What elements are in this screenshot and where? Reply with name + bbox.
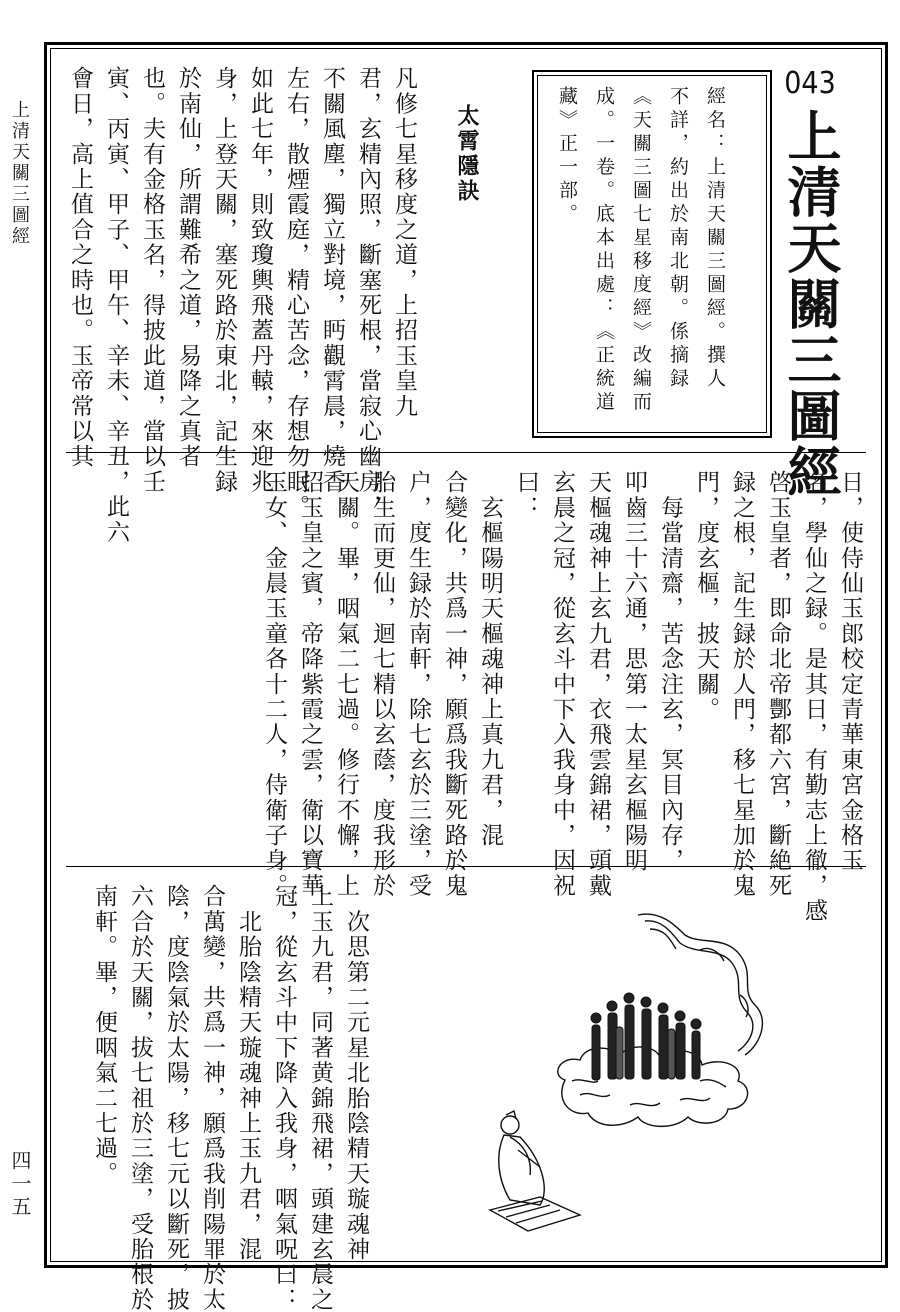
- text-column: 叩齒三十六通，思第一太星玄樞陽明: [621, 470, 647, 874]
- text-column: 每當清齋，苦念注玄，冥目內存，: [657, 470, 683, 874]
- info-box-text: [548, 86, 733, 426]
- text-column: 於南仙，所謂難希之道，易降之真者: [175, 66, 201, 470]
- text-column: 君，玄精內照，斷塞死根，當寂心幽房，: [355, 66, 381, 520]
- text-column: 陰，度陰氣於太陽，移七元以斷死，披: [163, 884, 189, 1312]
- text-column: 天關。畢，咽氣二七過。修行不懈，上: [333, 470, 359, 899]
- text-column: 玄樞陽明天樞魂神上真九君，混: [477, 470, 503, 848]
- text-column: 身，上登天關，塞死路於東北，記生録: [211, 66, 237, 495]
- text-column: 六合於天關，拔七祖於三塗，受胎根於: [127, 884, 153, 1312]
- text-column: 凡修七星移度之道，上招玉皇九: [391, 66, 417, 419]
- text-column: 名，學仙之録。是其日，有勤志上徹，感: [801, 470, 827, 924]
- text-column: 北胎陰精天璇魂神上玉九君，混: [235, 884, 261, 1262]
- running-title: 上清天關三圖經: [9, 100, 30, 247]
- text-column: 玉女、金晨玉童各十二人，侍衛子身。: [261, 470, 287, 899]
- text-column: 合變化，共爲一神，願爲我斷死路於鬼: [441, 470, 467, 899]
- info-line: 《天關三圖七星移度經》改編而: [630, 86, 652, 415]
- text-column: 南軒。畢，便咽氣二七過。: [91, 884, 117, 1187]
- text-column: 如此七年，則致瓊輿飛蓋丹轅，來迎兆: [247, 66, 273, 495]
- text-column: 會日，高上值合之時也。玉帝常以其: [67, 66, 93, 470]
- section-heading: 太霄隱訣: [454, 104, 480, 204]
- text-column: 合萬變，共爲一神，願爲我削陽罪於太: [199, 884, 225, 1312]
- immortals-illustration: [470, 905, 790, 1255]
- text-column: 日，使侍仙玉郎校定青華東宮金格玉: [837, 470, 863, 874]
- text-column: 不關風塵，獨立對境，眄觀霄晨，燒香: [319, 66, 345, 495]
- text-column: 天樞魂神上玄九君，衣飛雲錦裙，頭戴: [585, 470, 611, 899]
- text-column: 啓玉皇者，即命北帝酆都六宮，斷絶死: [765, 470, 791, 899]
- info-line: 成。一卷。底本出處：《正統道: [593, 86, 615, 415]
- middle-text-block: [256, 470, 868, 924]
- text-column: 户，度生録於南軒，除七玄於三塗，受: [405, 470, 431, 899]
- info-line: 不詳，約出於南北朝。係摘録: [667, 86, 689, 392]
- scripture-number: 043: [784, 66, 836, 101]
- text-column: 門，度玄樞，披天關。: [693, 470, 719, 722]
- scripture-title: 上清天關三圖經: [779, 108, 842, 500]
- top-text-block: [62, 66, 422, 545]
- text-column: 招玉皇之賓，帝降紫霞之雲，衛以寶華: [297, 470, 323, 899]
- page-number: 四一五: [8, 1150, 32, 1219]
- text-column: 左右，散煙霞庭，精心苦念，存想勿眠。: [283, 66, 309, 520]
- text-column: 寅、丙寅、甲子、甲午、辛未、辛丑，此六: [103, 66, 129, 545]
- text-column: 曰：: [513, 470, 539, 521]
- text-column: 也。夫有金格玉名，得披此道，當以壬: [139, 66, 165, 495]
- text-column: 上玉九君，同著黄錦飛裙，頭建玄晨之: [307, 884, 333, 1312]
- text-column: 冠，從玄斗中下降入我身，咽氣呪曰：: [271, 884, 297, 1312]
- text-column: 玄晨之冠，從玄斗中下入我身中，因祝: [549, 470, 575, 899]
- text-column: 次思第二元星北胎陰精天璇魂神: [343, 884, 369, 1262]
- text-column: 胎生而更仙，迴七精以玄蔭，度我形於: [369, 470, 395, 899]
- info-line: 藏》正一部。: [556, 86, 578, 227]
- bottom-text-block: [86, 884, 374, 1312]
- info-line: 經名：上清天關三圖經。撰人: [704, 86, 726, 392]
- text-column: 録之根，記生録於人門，移七星加於鬼: [729, 470, 755, 899]
